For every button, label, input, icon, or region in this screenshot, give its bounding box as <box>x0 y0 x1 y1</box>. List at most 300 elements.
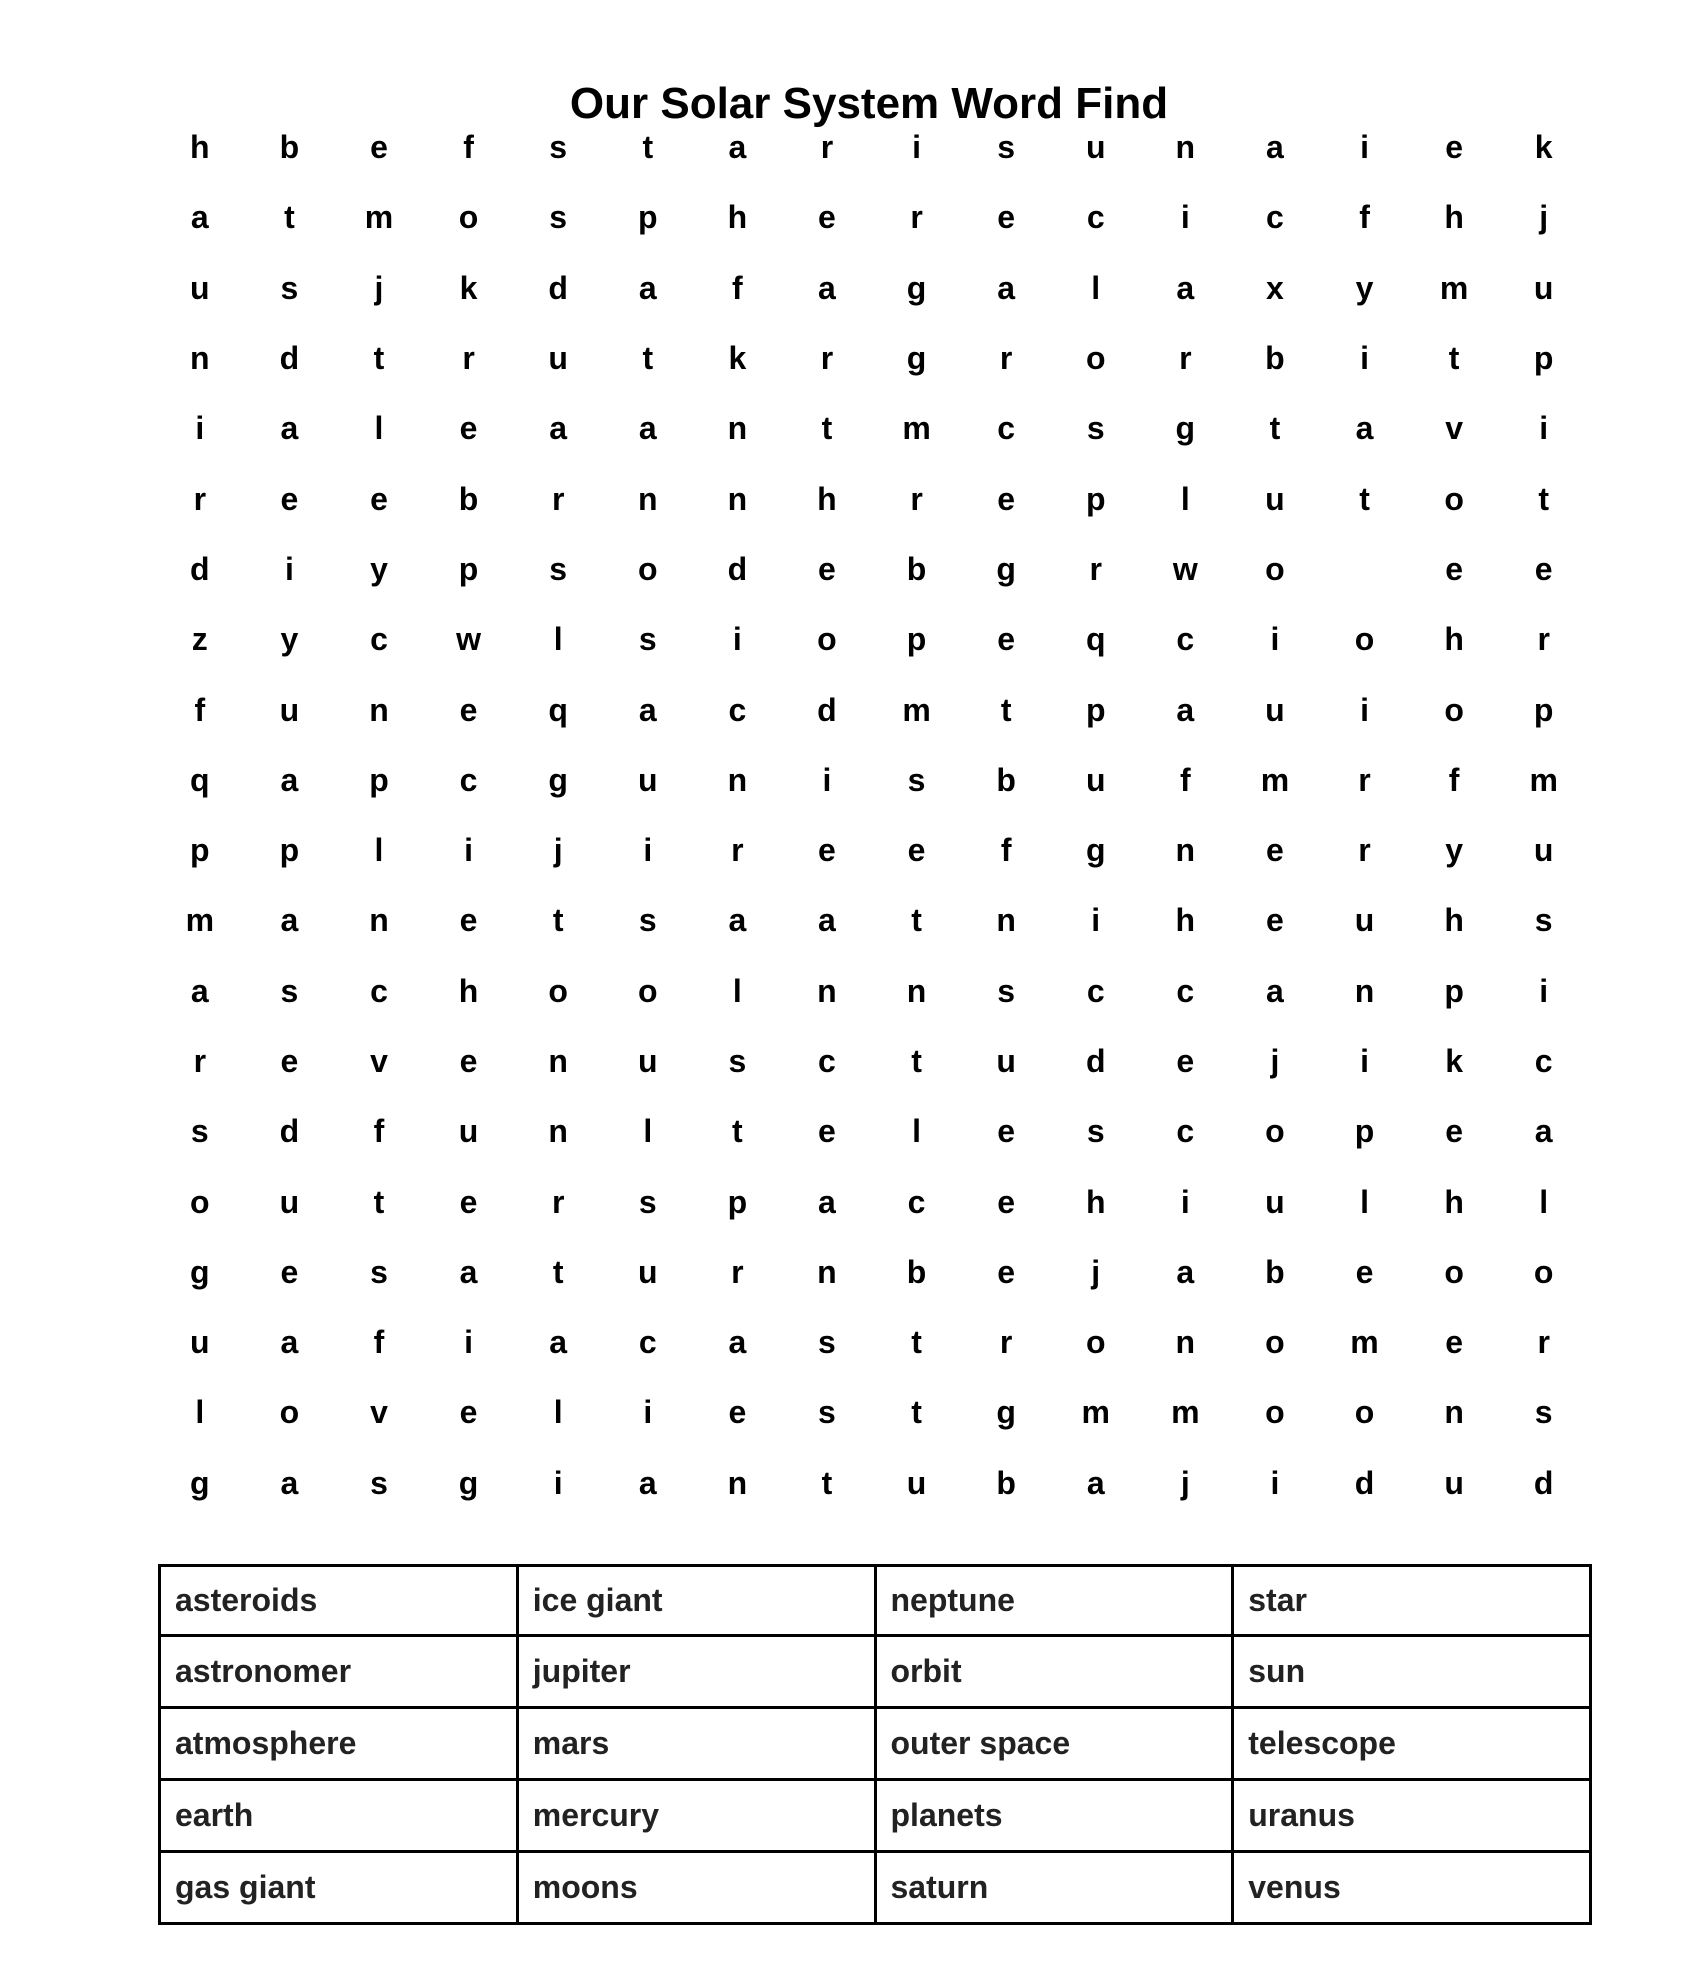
grid-letter[interactable]: v <box>370 1043 388 1079</box>
grid-letter[interactable]: e <box>459 410 478 447</box>
grid-letter[interactable]: n <box>727 410 748 447</box>
grid-letter[interactable]: a <box>549 1324 568 1361</box>
grid-letter[interactable]: j <box>374 269 384 306</box>
grid-letter[interactable]: o <box>1444 1253 1464 1290</box>
grid-letter[interactable]: l <box>912 1113 921 1150</box>
grid-letter[interactable]: m <box>1171 1394 1200 1431</box>
grid-letter[interactable]: p <box>906 621 927 658</box>
grid-letter[interactable]: n <box>996 902 1016 939</box>
grid-letter[interactable]: c <box>1534 1043 1553 1079</box>
grid-letter[interactable]: t <box>911 902 922 939</box>
grid-letter[interactable]: k <box>728 340 747 377</box>
grid-letter[interactable]: d <box>1085 1043 1106 1079</box>
grid-letter[interactable]: p <box>190 832 210 869</box>
grid-letter[interactable]: l <box>1539 1183 1549 1220</box>
grid-letter[interactable]: u <box>190 1324 210 1361</box>
grid-letter[interactable]: a <box>818 902 836 939</box>
grid-letter[interactable]: p <box>279 832 300 869</box>
grid-letter[interactable]: d <box>279 1113 300 1150</box>
grid-letter[interactable]: i <box>643 1394 653 1431</box>
grid-letter[interactable]: m <box>902 691 931 728</box>
grid-letter[interactable]: e <box>280 1253 299 1290</box>
grid-letter[interactable]: y <box>280 621 299 658</box>
grid-letter[interactable]: e <box>997 1113 1016 1150</box>
grid-letter[interactable]: r <box>999 340 1013 377</box>
grid-letter[interactable]: i <box>464 1324 474 1361</box>
grid-letter[interactable]: i <box>1091 902 1101 939</box>
grid-letter[interactable]: e <box>997 199 1016 236</box>
grid-letter[interactable]: s <box>638 1183 657 1220</box>
grid-letter[interactable]: n <box>369 691 389 728</box>
grid-letter[interactable]: i <box>912 129 921 166</box>
grid-letter[interactable]: t <box>552 1253 564 1290</box>
grid-letter[interactable]: s <box>1534 1394 1553 1431</box>
grid-letter[interactable]: r <box>193 1043 207 1079</box>
grid-letter[interactable]: g <box>906 269 927 306</box>
grid-letter[interactable]: a <box>280 410 299 447</box>
grid-letter[interactable]: a <box>549 410 568 447</box>
grid-letter[interactable]: s <box>1086 1113 1105 1150</box>
grid-letter[interactable]: b <box>906 550 927 587</box>
grid-letter[interactable]: s <box>1086 410 1105 447</box>
grid-letter[interactable]: e <box>997 1253 1016 1290</box>
grid-letter[interactable]: n <box>817 1253 837 1290</box>
grid-letter[interactable]: a <box>638 691 657 728</box>
grid-letter[interactable]: g <box>996 550 1016 587</box>
grid-letter[interactable]: j <box>553 832 563 869</box>
grid-letter[interactable]: n <box>548 1043 568 1079</box>
grid-letter[interactable]: a <box>728 129 747 166</box>
grid-letter[interactable]: c <box>728 691 747 728</box>
grid-letter[interactable]: f <box>373 1324 385 1361</box>
grid-letter[interactable]: m <box>364 199 394 236</box>
grid-letter[interactable]: e <box>459 902 478 939</box>
grid-letter[interactable]: a <box>1176 1253 1195 1290</box>
grid-letter[interactable]: t <box>284 199 295 236</box>
grid-letter[interactable]: a <box>1176 269 1195 306</box>
grid-letter[interactable]: r <box>820 340 834 377</box>
grid-letter[interactable]: d <box>727 550 748 587</box>
grid-letter[interactable]: e <box>459 1043 478 1079</box>
grid-letter[interactable]: e <box>1445 550 1463 587</box>
grid-letter[interactable]: i <box>1270 621 1280 658</box>
grid-letter[interactable]: o <box>637 550 658 587</box>
grid-letter[interactable]: s <box>549 199 568 236</box>
grid-letter[interactable]: s <box>997 129 1016 166</box>
grid-letter[interactable]: w <box>1172 550 1198 587</box>
grid-letter[interactable]: i <box>553 1464 563 1501</box>
grid-letter[interactable]: c <box>818 1043 836 1079</box>
grid-letter[interactable]: m <box>185 902 215 939</box>
grid-letter[interactable]: r <box>820 129 834 166</box>
grid-letter[interactable]: r <box>1089 550 1102 587</box>
grid-letter[interactable]: h <box>1444 902 1464 939</box>
grid-letter[interactable]: o <box>1533 1253 1554 1290</box>
grid-letter[interactable]: c <box>370 972 388 1009</box>
grid-letter[interactable]: n <box>369 902 389 939</box>
grid-letter[interactable]: b <box>279 129 300 166</box>
grid-letter[interactable]: g <box>190 1464 210 1501</box>
grid-letter[interactable]: a <box>638 410 657 447</box>
grid-letter[interactable]: j <box>1270 1043 1280 1079</box>
grid-letter[interactable]: a <box>997 269 1016 306</box>
grid-letter[interactable]: o <box>637 972 658 1009</box>
grid-letter[interactable]: b <box>996 761 1016 798</box>
grid-letter[interactable]: p <box>1085 691 1106 728</box>
grid-letter[interactable]: x <box>1266 269 1284 306</box>
grid-letter[interactable]: b <box>458 480 479 517</box>
grid-letter[interactable]: t <box>1448 340 1460 377</box>
grid-letter[interactable]: n <box>727 480 748 517</box>
grid-letter[interactable]: e <box>459 691 478 728</box>
grid-letter[interactable]: e <box>818 1113 836 1150</box>
grid-letter[interactable]: n <box>637 480 658 517</box>
grid-letter[interactable]: l <box>374 832 384 869</box>
grid-letter[interactable]: m <box>1439 269 1469 306</box>
grid-letter[interactable]: h <box>1085 1183 1106 1220</box>
grid-letter[interactable]: o <box>1354 621 1375 658</box>
grid-letter[interactable]: c <box>997 410 1016 447</box>
grid-letter[interactable]: o <box>458 199 479 236</box>
grid-letter[interactable]: c <box>1176 972 1195 1009</box>
grid-letter[interactable]: f <box>1359 199 1370 236</box>
grid-letter[interactable]: a <box>1266 972 1284 1009</box>
grid-letter[interactable]: s <box>549 550 568 587</box>
grid-letter[interactable]: n <box>190 340 210 377</box>
grid-letter[interactable]: r <box>999 1324 1013 1361</box>
grid-letter[interactable]: g <box>190 1253 210 1290</box>
grid-letter[interactable]: i <box>1180 1183 1190 1220</box>
grid-letter[interactable]: e <box>280 1043 299 1079</box>
grid-letter[interactable]: p <box>1354 1113 1375 1150</box>
grid-letter[interactable]: a <box>638 1464 657 1501</box>
grid-letter[interactable]: u <box>1085 129 1106 166</box>
grid-letter[interactable]: n <box>727 1464 748 1501</box>
grid-letter[interactable]: c <box>1086 199 1105 236</box>
grid-letter[interactable]: s <box>638 621 657 658</box>
grid-letter[interactable]: n <box>1175 1324 1196 1361</box>
grid-letter[interactable]: e <box>280 480 299 517</box>
grid-letter[interactable]: c <box>1176 1113 1195 1150</box>
grid-letter[interactable]: u <box>637 1253 658 1290</box>
grid-letter[interactable]: t <box>373 340 385 377</box>
grid-letter[interactable]: l <box>643 1113 653 1150</box>
grid-letter[interactable]: s <box>280 269 299 306</box>
grid-letter[interactable]: n <box>1175 129 1196 166</box>
grid-letter[interactable]: a <box>1266 129 1284 166</box>
grid-letter[interactable]: s <box>638 902 657 939</box>
grid-letter[interactable]: c <box>907 1183 926 1220</box>
grid-letter[interactable]: j <box>1091 1253 1101 1290</box>
grid-letter[interactable]: p <box>1533 691 1554 728</box>
grid-letter[interactable]: r <box>910 199 923 236</box>
grid-letter[interactable]: u <box>1265 691 1285 728</box>
grid-letter[interactable]: u <box>1533 832 1554 869</box>
grid-letter[interactable]: g <box>1175 410 1196 447</box>
grid-letter[interactable]: r <box>731 832 744 869</box>
grid-letter[interactable]: v <box>1445 410 1463 447</box>
grid-letter[interactable]: h <box>727 199 748 236</box>
grid-letter[interactable]: f <box>1000 832 1012 869</box>
grid-letter[interactable]: e <box>1534 550 1553 587</box>
grid-letter[interactable]: p <box>1533 340 1554 377</box>
grid-letter[interactable]: u <box>1265 480 1285 517</box>
grid-letter[interactable]: a <box>728 1324 747 1361</box>
grid-letter[interactable]: t <box>1359 480 1370 517</box>
grid-letter[interactable]: u <box>190 269 210 306</box>
grid-letter[interactable]: l <box>1091 269 1101 306</box>
grid-letter[interactable]: t <box>911 1394 922 1431</box>
grid-letter[interactable]: a <box>280 761 299 798</box>
grid-letter[interactable]: e <box>370 480 388 517</box>
grid-letter[interactable]: e <box>459 1183 478 1220</box>
grid-letter[interactable]: n <box>1444 1394 1464 1431</box>
grid-letter[interactable]: f <box>463 129 474 166</box>
grid-letter[interactable]: m <box>1350 1324 1379 1361</box>
grid-letter[interactable]: s <box>370 1464 388 1501</box>
grid-letter[interactable]: t <box>821 410 833 447</box>
grid-letter[interactable]: g <box>458 1464 479 1501</box>
grid-letter[interactable]: t <box>373 1183 385 1220</box>
grid-letter[interactable]: n <box>1354 972 1375 1009</box>
grid-letter[interactable]: e <box>818 550 836 587</box>
grid-letter[interactable]: r <box>1179 340 1192 377</box>
grid-letter[interactable]: d <box>1354 1464 1375 1501</box>
grid-letter[interactable]: p <box>1085 480 1106 517</box>
grid-letter[interactable]: g <box>1085 832 1106 869</box>
grid-letter[interactable]: f <box>1448 761 1460 798</box>
grid-letter[interactable]: u <box>1265 1183 1285 1220</box>
grid-letter[interactable]: r <box>551 480 565 517</box>
grid-letter[interactable]: h <box>817 480 837 517</box>
grid-letter[interactable]: n <box>727 761 748 798</box>
grid-letter[interactable]: a <box>280 902 299 939</box>
grid-letter[interactable]: e <box>459 1394 478 1431</box>
grid-letter[interactable]: i <box>1180 199 1190 236</box>
grid-letter[interactable]: o <box>1354 1394 1375 1431</box>
grid-letter[interactable]: i <box>1270 1464 1280 1501</box>
grid-letter[interactable]: l <box>553 1394 563 1431</box>
grid-letter[interactable]: t <box>1000 691 1012 728</box>
grid-letter[interactable]: i <box>822 761 832 798</box>
grid-letter[interactable]: e <box>1445 1324 1463 1361</box>
grid-letter[interactable]: e <box>1266 902 1284 939</box>
grid-letter[interactable]: y <box>370 550 388 587</box>
grid-letter[interactable]: k <box>459 269 478 306</box>
grid-letter[interactable]: m <box>902 410 931 447</box>
grid-letter[interactable]: t <box>732 1113 743 1150</box>
grid-letter[interactable]: e <box>1445 1113 1463 1150</box>
grid-letter[interactable]: o <box>1265 1324 1285 1361</box>
grid-letter[interactable]: y <box>1355 269 1374 306</box>
grid-letter[interactable]: c <box>1266 199 1284 236</box>
grid-letter[interactable]: o <box>279 1394 300 1431</box>
grid-letter[interactable]: o <box>1265 550 1285 587</box>
grid-letter[interactable]: e <box>997 1183 1016 1220</box>
grid-letter[interactable]: r <box>1358 761 1371 798</box>
grid-letter[interactable]: o <box>1085 1324 1106 1361</box>
grid-letter[interactable]: a <box>728 902 747 939</box>
grid-letter[interactable]: n <box>817 972 837 1009</box>
grid-letter[interactable]: e <box>818 199 836 236</box>
grid-letter[interactable]: r <box>551 1183 565 1220</box>
grid-letter[interactable]: h <box>1444 1183 1464 1220</box>
grid-letter[interactable]: s <box>728 1043 747 1079</box>
grid-letter[interactable]: e <box>370 129 388 166</box>
grid-letter[interactable]: l <box>732 972 742 1009</box>
grid-letter[interactable]: t <box>642 340 654 377</box>
grid-letter[interactable]: r <box>462 340 475 377</box>
grid-letter[interactable]: m <box>1081 1394 1110 1431</box>
grid-letter[interactable]: e <box>728 1394 747 1431</box>
grid-letter[interactable]: e <box>997 621 1016 658</box>
grid-letter[interactable]: o <box>190 1183 210 1220</box>
grid-letter[interactable]: t <box>911 1324 922 1361</box>
grid-letter[interactable]: y <box>1445 832 1463 869</box>
grid-letter[interactable]: e <box>907 832 926 869</box>
grid-letter[interactable]: d <box>1533 1464 1554 1501</box>
grid-letter[interactable]: i <box>1539 972 1549 1009</box>
grid-letter[interactable]: b <box>1265 340 1285 377</box>
grid-letter[interactable]: c <box>370 621 388 658</box>
grid-letter[interactable]: e <box>997 480 1016 517</box>
grid-letter[interactable]: o <box>817 621 837 658</box>
grid-letter[interactable]: j <box>1180 1464 1190 1501</box>
grid-letter[interactable]: l <box>374 410 384 447</box>
grid-letter[interactable]: f <box>194 691 206 728</box>
grid-letter[interactable]: f <box>732 269 743 306</box>
grid-letter[interactable]: b <box>1265 1253 1285 1290</box>
grid-letter[interactable]: o <box>1444 691 1464 728</box>
grid-letter[interactable]: s <box>1534 902 1553 939</box>
grid-letter[interactable]: h <box>1444 621 1464 658</box>
grid-letter[interactable]: e <box>1266 832 1284 869</box>
grid-letter[interactable]: q <box>548 691 568 728</box>
grid-letter[interactable]: h <box>190 129 210 166</box>
grid-letter[interactable]: a <box>190 199 209 236</box>
grid-letter[interactable]: a <box>280 1464 299 1501</box>
grid-letter[interactable]: o <box>1265 1394 1285 1431</box>
grid-letter[interactable]: t <box>552 902 564 939</box>
grid-letter[interactable]: z <box>191 621 208 658</box>
grid-letter[interactable]: t <box>821 1464 833 1501</box>
grid-letter[interactable]: i <box>1360 1043 1369 1079</box>
grid-letter[interactable]: q <box>190 761 210 798</box>
grid-letter[interactable]: d <box>817 691 837 728</box>
grid-letter[interactable]: e <box>1176 1043 1195 1079</box>
grid-letter[interactable]: f <box>373 1113 385 1150</box>
grid-letter[interactable]: e <box>1355 1253 1374 1290</box>
grid-letter[interactable]: a <box>280 1324 299 1361</box>
grid-letter[interactable]: n <box>906 972 927 1009</box>
grid-letter[interactable]: u <box>1444 1464 1464 1501</box>
grid-letter[interactable]: r <box>193 480 207 517</box>
grid-letter[interactable]: a <box>638 269 657 306</box>
grid-letter[interactable]: u <box>458 1113 479 1150</box>
grid-letter[interactable]: c <box>1176 621 1195 658</box>
grid-letter[interactable]: p <box>637 199 658 236</box>
grid-letter[interactable]: d <box>279 340 300 377</box>
grid-letter[interactable]: p <box>458 550 479 587</box>
grid-letter[interactable]: g <box>906 340 927 377</box>
grid-letter[interactable]: s <box>907 761 926 798</box>
grid-letter[interactable]: l <box>195 1394 205 1431</box>
grid-letter[interactable]: h <box>1175 902 1196 939</box>
grid-letter[interactable]: m <box>1260 761 1290 798</box>
grid-letter[interactable]: s <box>818 1324 836 1361</box>
grid-letter[interactable]: b <box>906 1253 927 1290</box>
grid-letter[interactable]: u <box>1085 761 1106 798</box>
grid-letter[interactable]: h <box>458 972 479 1009</box>
grid-letter[interactable]: p <box>727 1183 748 1220</box>
grid-letter[interactable]: a <box>818 1183 836 1220</box>
grid-letter[interactable]: r <box>1358 832 1371 869</box>
grid-letter[interactable]: u <box>279 1183 300 1220</box>
grid-letter[interactable]: i <box>195 410 205 447</box>
grid-letter[interactable]: d <box>548 269 568 306</box>
grid-letter[interactable]: s <box>818 1394 836 1431</box>
grid-letter[interactable]: t <box>642 129 654 166</box>
grid-letter[interactable]: u <box>906 1464 927 1501</box>
grid-letter[interactable]: a <box>1176 691 1195 728</box>
grid-letter[interactable]: u <box>637 1043 658 1079</box>
grid-letter[interactable]: q <box>1085 621 1106 658</box>
grid-letter[interactable]: p <box>369 761 389 798</box>
grid-letter[interactable]: l <box>553 621 563 658</box>
grid-letter[interactable]: e <box>818 832 836 869</box>
grid-letter[interactable]: u <box>1354 902 1375 939</box>
grid-letter[interactable]: a <box>190 972 209 1009</box>
grid-letter[interactable]: l <box>1180 480 1190 517</box>
grid-letter[interactable]: i <box>643 832 653 869</box>
grid-letter[interactable]: i <box>284 550 294 587</box>
grid-letter[interactable]: v <box>370 1394 388 1431</box>
grid-letter[interactable]: a <box>459 1253 478 1290</box>
grid-letter[interactable]: u <box>996 1043 1016 1079</box>
grid-letter[interactable]: a <box>1086 1464 1105 1501</box>
grid-letter[interactable]: s <box>280 972 299 1009</box>
grid-letter[interactable]: u <box>279 691 300 728</box>
grid-letter[interactable]: r <box>1537 621 1550 658</box>
grid-letter[interactable]: d <box>190 550 210 587</box>
grid-letter[interactable]: s <box>370 1253 388 1290</box>
grid-letter[interactable]: k <box>1534 129 1553 166</box>
grid-letter[interactable]: a <box>1355 410 1374 447</box>
grid-letter[interactable]: g <box>548 761 568 798</box>
grid-letter[interactable]: c <box>638 1324 657 1361</box>
grid-letter[interactable]: e <box>1445 129 1463 166</box>
grid-letter[interactable]: h <box>1444 199 1464 236</box>
grid-letter[interactable]: l <box>1360 1183 1369 1220</box>
grid-letter[interactable]: i <box>1360 129 1369 166</box>
grid-letter[interactable]: i <box>1360 691 1369 728</box>
grid-letter[interactable]: n <box>1175 832 1196 869</box>
grid-letter[interactable]: u <box>1533 269 1554 306</box>
grid-letter[interactable]: i <box>1360 340 1369 377</box>
grid-letter[interactable]: b <box>996 1464 1016 1501</box>
grid-letter[interactable]: j <box>1539 199 1549 236</box>
grid-letter[interactable]: o <box>1265 1113 1285 1150</box>
grid-letter[interactable]: u <box>548 340 568 377</box>
grid-letter[interactable]: t <box>1538 480 1550 517</box>
grid-letter[interactable]: i <box>1539 410 1549 447</box>
grid-letter[interactable]: u <box>637 761 658 798</box>
grid-letter[interactable]: i <box>732 621 742 658</box>
grid-letter[interactable]: w <box>456 621 482 658</box>
grid-letter[interactable]: f <box>1180 761 1191 798</box>
grid-letter[interactable]: t <box>911 1043 922 1079</box>
grid-letter[interactable]: s <box>190 1113 209 1150</box>
